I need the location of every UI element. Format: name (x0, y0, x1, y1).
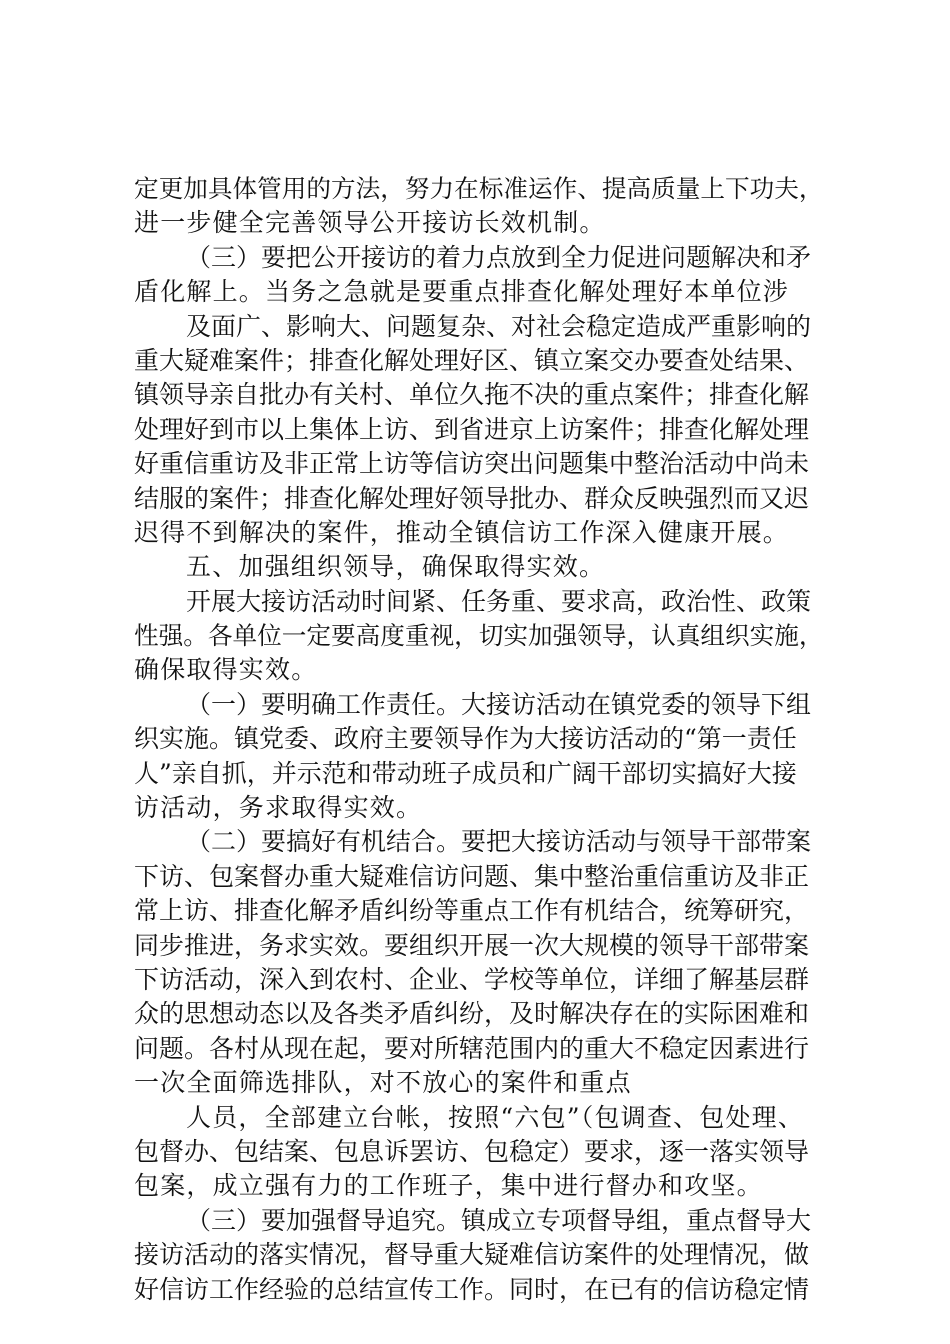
text-line: 定更加具体管用的方法，努力在标准运作、提高质量上下功夫， (134, 174, 824, 203)
text-line: 接访活动的落实情况，督导重大疑难信访案件的处理情况，做 (134, 1240, 810, 1270)
text-line: 镇领导亲自批办有关村、单位久拖不决的重点案件；排查化解 (134, 380, 810, 410)
text-line: 进一步健全完善领导公开接访长效机制。 (134, 208, 606, 238)
text-line: 迟得不到解决的案件，推动全镇信访工作深入健康开展。 (134, 517, 790, 547)
text-line: 下访活动，深入到农村、企业、学校等单位，详细了解基层群 (134, 964, 810, 994)
text-line: 性强。各单位一定要高度重视，切实加强领导，认真组织实施， (134, 621, 824, 651)
text-line: 盾化解上。当务之急就是要重点排查化解处理好本单位涉 (134, 277, 790, 307)
text-line: 人员，全部建立台帐，按照“六包”（包调查、包处理、 (186, 1102, 805, 1132)
text-line: 确保取得实效。 (134, 655, 318, 685)
text-line: 包案，成立强有力的工作班子，集中进行督办和攻坚。 (134, 1171, 763, 1201)
text-line: 一次全面筛选排队，对不放心的案件和重点 (134, 1068, 632, 1098)
text-line: 织实施。镇党委、政府主要领导作为大接访活动的“第一责任 (134, 724, 797, 754)
document-body (134, 172, 824, 1307)
text-line: 好信访工作经验的总结宣传工作。同时，在已有的信访稳定情 (134, 1274, 810, 1304)
text-line: 五、加强组织领导，确保取得实效。 (186, 552, 606, 582)
text-line: 好重信重访及非正常上访等信访突出问题集中整治活动中尚未 (134, 449, 810, 479)
text-line: 处理好到市以上集体上访、到省进京上访案件；排查化解处理 (134, 414, 810, 444)
text-line: 访活动，务求取得实效。 (134, 793, 423, 823)
text-line: （三）要加强督导追究。镇成立专项督导组，重点督导大 (186, 1205, 812, 1235)
text-line: 开展大接访活动时间紧、任务重、要求高，政治性、政策 (186, 586, 812, 616)
text-line: 同步推进，务求实效。要组织开展一次大规模的领导干部带案 (134, 930, 810, 960)
text-line: 下访、包案督办重大疑难信访问题、集中整治重信重访及非正 (134, 861, 810, 891)
text-line: （二）要搞好有机结合。要把大接访活动与领导干部带案 (186, 827, 812, 857)
text-line: 包督办、包结案、包息诉罢访、包稳定）要求，逐一落实领导 (134, 1136, 810, 1166)
text-line: （一）要明确工作责任。大接访活动在镇党委的领导下组 (186, 689, 812, 719)
text-line: 常上访、排查化解矛盾纠纷等重点工作有机结合，统筹研究， (134, 896, 810, 926)
text-line: 问题。各村从现在起，要对所辖范围内的重大不稳定因素进行 (134, 1033, 810, 1063)
text-line: 重大疑难案件；排查化解处理好区、镇立案交办要查处结果、 (134, 345, 810, 375)
text-line: 及面广、影响大、问题复杂、对社会稳定造成严重影响的 (186, 311, 812, 341)
text-line: 人”亲自抓，并示范和带动班子成员和广阔干部切实搞好大接 (134, 758, 797, 788)
text-line: 结服的案件；排查化解处理好领导批办、群众反映强烈而又迟 (134, 483, 810, 513)
text-line: （三）要把公开接访的着力点放到全力促进问题解决和矛 (186, 242, 812, 272)
text-line: 众的思想动态以及各类矛盾纠纷，及时解决存在的实际困难和 (134, 999, 810, 1029)
